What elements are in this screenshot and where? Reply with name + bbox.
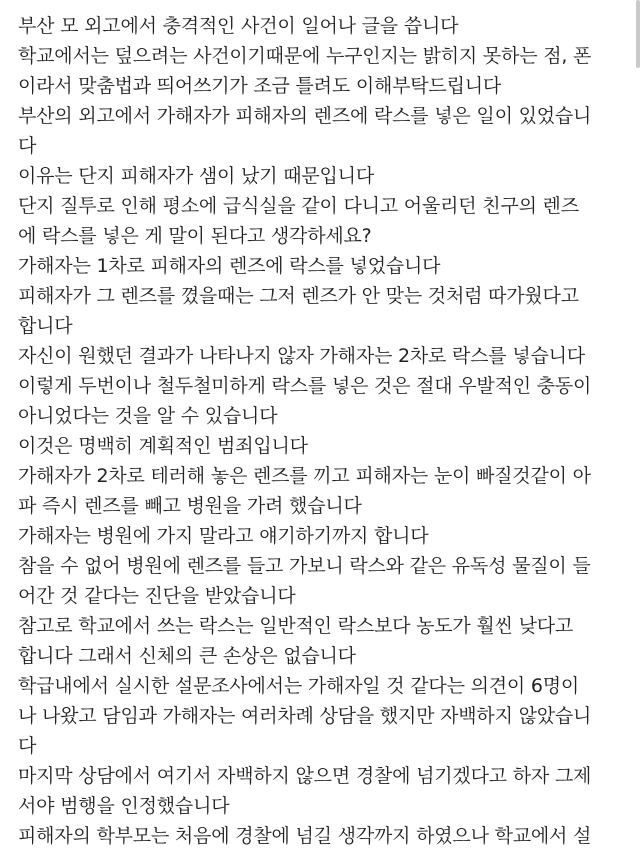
note-line: 파 즉시 렌즈를 빼고 병원을 가려 했습니다: [18, 495, 362, 517]
note-body: [18, 11, 633, 851]
note-line: 학급내에서 실시한 설문조사에서는 가해자일 것 같다는 의견이 6명이: [18, 675, 580, 697]
scrollbar[interactable]: [636, 0, 640, 68]
note-line: 가해자는 병원에 가지 말라고 얘기하기까지 합니다: [18, 525, 429, 547]
note-line: 피해자의 학부모는 처음에 경찰에 넘길 생각까지 하였으나 학교에서 설: [18, 825, 592, 847]
note-line: 부산의 외고에서 가해자가 피해자의 렌즈에 락스를 넣은 일이 있었습니: [18, 105, 592, 127]
note-line: 참고로 학교에서 쓰는 락스는 일반적인 락스보다 농도가 훨씬 낮다고: [18, 615, 574, 637]
note-line: 합니다 그래서 신체의 큰 손상은 없습니다: [18, 645, 356, 667]
note-line: 가해자는 1차로 피해자의 렌즈에 락스를 넣었습니다: [18, 255, 441, 277]
note-line: 서야 범행을 인정했습니다: [18, 795, 230, 817]
note-line: 마지막 상담에서 여기서 자백하지 않으면 경찰에 넘기겠다고 하자 그제: [18, 765, 592, 787]
note-line: 다: [18, 135, 37, 157]
note-line: 합니다: [18, 315, 73, 337]
note-line: 이렇게 두번이나 철두철미하게 락스를 넣은 것은 절대 우발적인 충동이: [18, 375, 592, 397]
note-line: 학교에서는 덮으려는 사건이기때문에 누구인지는 밝히지 못하는 점, 폰: [18, 45, 592, 67]
note-line: 이것은 명백히 계획적인 범죄입니다: [18, 435, 308, 457]
note-line: 가해자가 2차로 테러해 놓은 렌즈를 끼고 피해자는 눈이 빠질것같이 아: [18, 465, 591, 487]
note-line: 에 락스를 넣은 게 말이 된다고 생각하세요?: [18, 225, 372, 247]
note-line: 나 나왔고 담임과 가해자는 여러차례 상담을 했지만 자백하지 않았습니: [18, 705, 592, 727]
note-line: 자신이 원했던 결과가 나타나지 않자 가해자는 2차로 락스를 넣습니다: [18, 345, 585, 367]
note-line: 이라서 맞춤법과 띄어쓰기가 조금 틀려도 이해부탁드립니다: [18, 75, 502, 97]
note-line: 부산 모 외고에서 충격적인 사건이 일어나 글을 씁니다: [18, 15, 459, 37]
note-line: 단지 질투로 인해 평소에 급식실을 같이 다니고 어울리던 친구의 렌즈: [18, 195, 579, 217]
note-line: 아니었다는 것을 알 수 있습니다: [18, 405, 278, 427]
note-line: 다: [18, 735, 37, 757]
note-line: 피해자가 그 렌즈를 꼈을때는 그저 렌즈가 안 맞는 것처럼 따가웠다고: [18, 285, 579, 307]
note-line: 참을 수 없어 병원에 렌즈를 들고 가보니 락스와 같은 유독성 물질이 들: [18, 555, 591, 577]
note-line: 이유는 단지 피해자가 샘이 났기 때문입니다: [18, 165, 374, 187]
note-line: 어간 것 같다는 진단을 받았습니다: [18, 585, 296, 607]
